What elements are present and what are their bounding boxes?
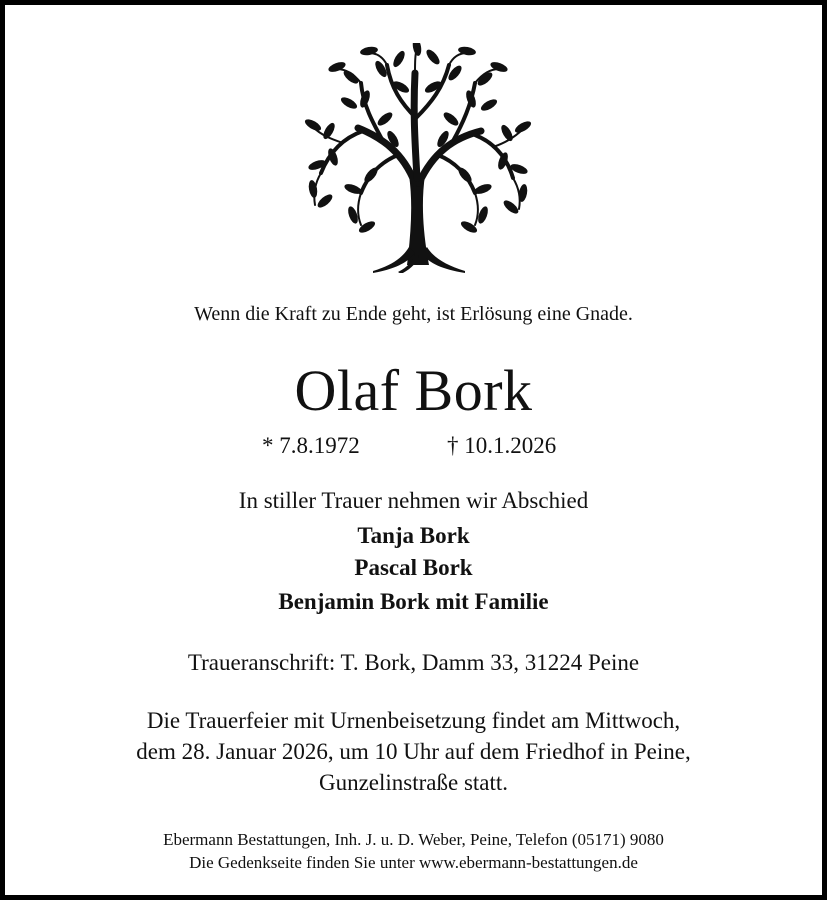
service-line: Gunzelinstraße statt. xyxy=(318,770,509,795)
motto: Wenn die Kraft zu Ende geht, ist Erlösung eine Gnade. xyxy=(194,303,633,325)
mourner-name: Benjamin Bork mit Familie xyxy=(278,589,549,614)
life-dates xyxy=(5,433,822,463)
mourner-name: Pascal Bork xyxy=(354,555,473,580)
mourner-name: Tanja Bork xyxy=(357,523,470,548)
funeral-service-notice xyxy=(5,705,822,798)
mourning-intro: In stiller Trauer nehmen wir Abschied xyxy=(238,488,589,513)
memorial-page-note: Die Gedenkseite finden Sie unter www.ebermann-bestattungen.de xyxy=(189,853,638,872)
mourning-address: Traueranschrift: T. Bork, Damm 33, 31224 Peine xyxy=(187,650,640,675)
death-date: † 10.1.2026 xyxy=(447,433,557,458)
service-line: dem 28. Januar 2026, um 10 Uhr auf dem Friedhof in Peine, xyxy=(136,739,691,764)
tree-of-life-icon xyxy=(303,43,533,273)
deceased-name: Olaf Bork xyxy=(294,358,533,423)
birth-date: * 7.8.1972 xyxy=(262,433,360,458)
funeral-home-contact: Ebermann Bestattungen, Inh. J. u. D. Weber, Peine, Telefon (05171) 9080 xyxy=(163,830,664,849)
service-line: Die Trauerfeier mit Urnenbeisetzung findet am Mittwoch, xyxy=(146,708,681,733)
funeral-home-footer xyxy=(5,828,822,874)
